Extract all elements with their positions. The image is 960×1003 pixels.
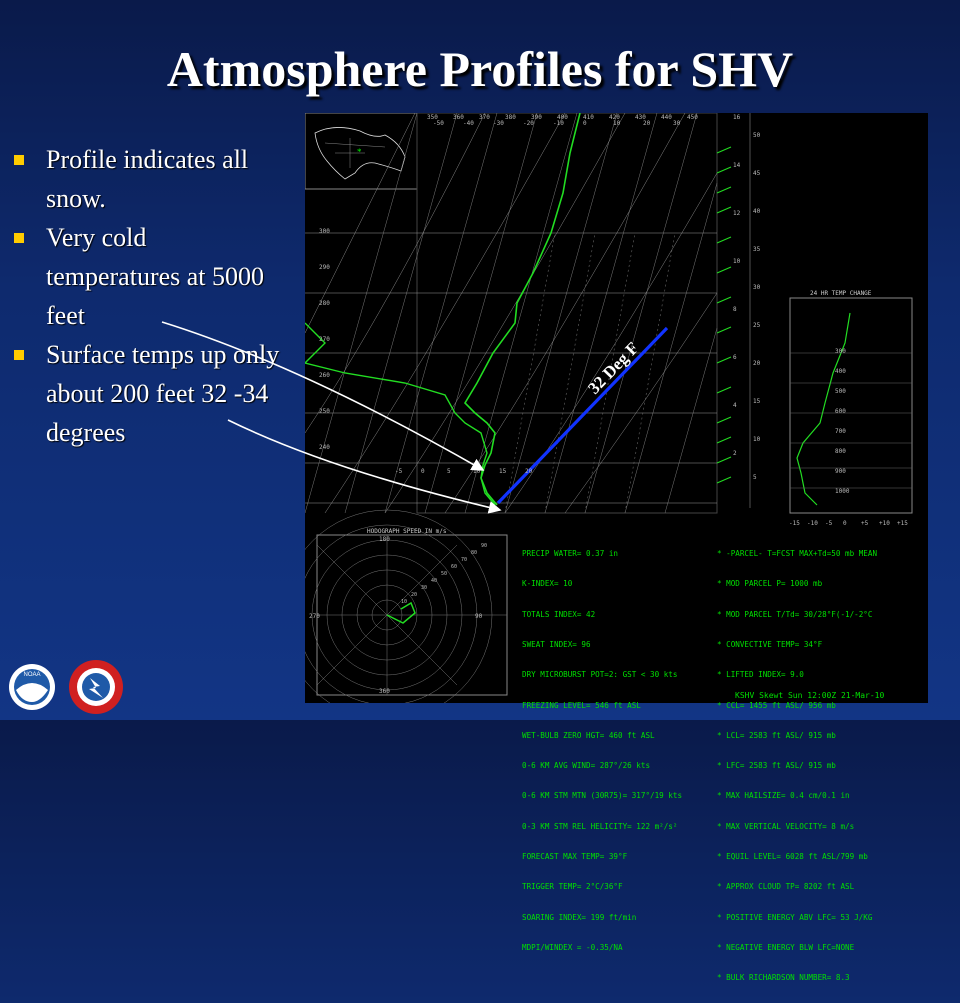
info-line: 0-6 KM STM MTN (30R75)= 317°/19 kts [522,791,683,801]
height-km-label: 20 [753,360,761,367]
height-km-label: 15 [753,398,761,405]
isotherm-sublabel: -50 [433,120,444,127]
info-line: * MAX HAILSIZE= 0.4 cm/0.1 in [717,791,850,801]
hodograph-direction-label: 180 [379,536,390,543]
skewt-footer: KSHV Skewt Sun 12:00Z 21-Mar-10 [735,691,885,700]
info-line: * MOD PARCEL T/Td= 30/28°F(-1/-2°C [717,609,873,619]
bullet-list [10,140,280,452]
temp-change-tick: +15 [897,520,908,527]
isotherm-tick-label: 420 [609,114,620,121]
hodograph-direction-label: 90 [475,613,483,620]
temp-change-tick: 0 [843,520,847,527]
bullet-text: Surface temps up only about 200 feet 32 -34 degrees [46,340,280,447]
info-line: 0-6 KM AVG WIND= 287°/26 kts [522,761,651,771]
hodograph-ring-label: 90 [481,543,488,549]
bullet-item [10,140,280,218]
height-km-label: 25 [753,322,761,329]
bullet-marker [14,233,24,243]
hodograph-ring-label: 30 [421,585,428,591]
info-line: K-INDEX= 10 [522,579,573,589]
info-line: SWEAT INDEX= 96 [522,640,591,650]
isotherm-tick-label: 430 [635,114,646,121]
height-kft-label: 8 [733,306,737,313]
left-axis-label: 290 [319,264,330,271]
pressure-label: 300 [835,348,846,355]
map-location-marker: * [357,147,362,157]
hodograph-ring-label: 20 [411,592,418,598]
height-km-label: 45 [753,170,761,177]
pressure-label: 500 [835,388,846,395]
isotherm-tick-label: 390 [531,114,542,121]
nws-logo [69,660,123,714]
hodograph-ring-label: 10 [401,599,408,605]
wind-barbs [717,147,731,483]
hodograph-ring-label: 70 [461,557,468,563]
info-left [522,529,682,973]
bullet-text: Very cold temperatures at 5000 feet [46,223,265,330]
info-line: * MOD PARCEL P= 1000 mb [717,579,823,589]
pressure-label: 700 [835,428,846,435]
left-axis-label: 250 [319,408,330,415]
hodograph-ring-label: 50 [441,571,448,577]
temp-change-grid [790,353,912,488]
isotherm-sublabel: 20 [643,120,651,127]
left-axis-label: 270 [319,336,330,343]
info-line: * LFC= 2583 ft ASL/ 915 mb [717,761,836,771]
hodograph-ring-label: 40 [431,578,438,584]
info-line: * CCL= 1455 ft ASL/ 956 mb [717,700,836,710]
isotherm-sublabel: -30 [493,120,504,127]
isotherm-sublabel: -40 [463,120,474,127]
noaa-logo [9,664,55,710]
info-line: FREEZING LEVEL= 546 ft ASL [522,700,641,710]
isotherm-sublabel: 10 [613,120,621,127]
left-axis-label: 260 [319,372,330,379]
info-line: TOTALS INDEX= 42 [522,609,596,619]
isotherm-tick-label: 400 [557,114,568,121]
temp-change-frame [790,298,912,513]
left-axis-label: 300 [319,228,330,235]
hodograph-title: HODOGRAPH SPEED IN m/s [367,528,447,535]
height-km-label: 30 [753,284,761,291]
temp-change-tick: +5 [861,520,869,527]
info-line: * CONVECTIVE TEMP= 34°F [717,640,823,650]
isotherm-inner-label: 0 [421,468,425,475]
isotherm-inner-label: 20 [525,468,533,475]
pressure-label: 800 [835,448,846,455]
agency-logos [6,656,128,718]
info-line: SOARING INDEX= 199 ft/min [522,912,637,922]
bullet-marker [14,350,24,360]
info-line: * APPROX CLOUD TP= 8202 ft ASL [717,882,855,892]
height-kft-label: 4 [733,402,737,409]
info-line: * POSITIVE ENERGY ABV LFC= 53 J/KG [717,912,873,922]
height-kft-label: 16 [733,114,741,121]
hodograph-direction-label: 360 [379,688,390,695]
isotherm-tick-label: 450 [687,114,698,121]
isotherm-tick-label: 370 [479,114,490,121]
height-kft-label: 10 [733,258,741,265]
hodograph-direction-label: 270 [309,613,320,620]
height-kft-label: 2 [733,450,737,457]
height-kft-label: 6 [733,354,737,361]
bullet-marker [14,155,24,165]
info-line: * EQUIL LEVEL= 6028 ft ASL/799 mb [717,852,868,861]
info-line: 0-3 KM STM REL HELICITY= 122 m²/s² [522,821,678,831]
left-axis-label: 240 [319,444,330,451]
bullet-item [10,218,280,335]
slide-title: Atmosphere Profiles for SHV [166,41,794,97]
height-km-label: 5 [753,474,757,481]
isobar-lines [305,233,717,503]
noaa-text: NOAA [23,672,41,678]
pressure-label: 900 [835,468,846,475]
info-line: FORECAST MAX TEMP= 39°F [522,852,628,861]
isotherm-tick-label: 440 [661,114,672,121]
height-km-label: 50 [753,132,761,139]
hodograph-ring-label: 60 [451,564,458,570]
isotherm-sublabel: -20 [523,120,534,127]
height-km-label: 10 [753,436,761,443]
isotherm-tick-label: 350 [427,114,438,121]
info-right [717,529,877,1003]
isotherm-sublabel: 0 [583,120,587,127]
bullet-item [10,335,280,452]
info-line: WET-BULB ZERO HGT= 460 ft ASL [522,730,655,740]
bullet-text: Profile indicates all snow. [46,145,249,213]
isotherm-inner-label: 15 [499,468,507,475]
info-line: * LIFTED INDEX= 9.0 [717,670,804,680]
isotherm-tick-label: 410 [583,114,594,121]
info-line: * -PARCEL- T=FCST MAX+Td=50 mb MEAN [717,549,878,559]
freezing-line [498,328,667,503]
isotherm-sublabel: 30 [673,120,681,127]
pressure-label: 400 [835,368,846,375]
pressure-label: 1000 [835,488,850,495]
info-line: PRECIP WATER= 0.37 in [522,549,619,559]
temp-change-tick: -15 [789,520,800,527]
temp-change-tick: -5 [825,520,833,527]
height-kft-label: 14 [733,162,741,169]
isotherm-tick-label: 360 [453,114,464,121]
freezing-line-label: 32 Deg F [584,338,643,398]
info-line: * LCL= 2583 ft ASL/ 915 mb [717,730,836,740]
temp-change-tick: -10 [807,520,818,527]
info-line: * NEGATIVE ENERGY BLW LFC=NONE [717,942,855,952]
info-line: MDPI/WINDEX = -0.35/NA [522,942,623,952]
info-line: TRIGGER TEMP= 2°C/36°F [522,882,623,892]
temp-change-title: 24 HR TEMP CHANGE [810,290,872,297]
temp-change-tick: +10 [879,520,890,527]
info-line: * MAX VERTICAL VELOCITY= 8 m/s [717,821,855,831]
dewpoint-trace [305,323,495,505]
info-line: * BULK RICHARDSON NUMBER= 8.3 [717,973,850,983]
pressure-label: 600 [835,408,846,415]
height-km-label: 40 [753,208,761,215]
height-kft-label: 12 [733,210,741,217]
isotherm-sublabel: -10 [553,120,564,127]
info-line: DRY MICROBURST POT=2: GST < 30 kts [522,670,678,680]
isotherm-tick-label: 380 [505,114,516,121]
isotherm-inner-label: 10 [473,468,481,475]
isotherm-inner-label: 5 [447,468,451,475]
skewt-diagram [305,113,928,983]
isotherm-inner-label: -5 [395,468,403,475]
left-axis-label: 280 [319,300,330,307]
hodograph-ring-label: 80 [471,550,478,556]
height-km-label: 35 [753,246,761,253]
